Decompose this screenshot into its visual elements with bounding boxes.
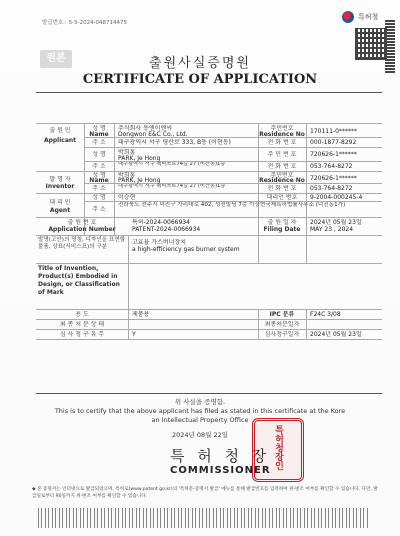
agent-name: 이승현 [118,194,136,201]
applicant-name-ko: 주식회사 동엔이엔씨 [118,125,173,132]
inventor-name-ko: 박희홍 [118,172,136,179]
applicant-tel: 000-1877-8292 [310,139,357,146]
certificate-table [36,92,382,394]
inventor-tel-label: 전 화 번 호 [267,185,297,192]
inventor-addr-label: 주 소 [92,185,106,192]
exam-label: 심 사 청 구 유 무 [59,331,105,338]
invention-title-ko: 고효율 가스버너장치 [132,239,187,246]
applicant-addr-label: 주 소 [92,139,106,146]
agent-section-ko: 대 리 인 [49,199,71,206]
issue-number: 발급번호 : 5-5-2024-048714475 [42,20,128,26]
applicant2-name-en: PARK, Je Hong [118,155,161,162]
statement-en-1: This is to certify that the above applicant has filed as stated in this certificate at the Kore [54,407,346,415]
applicant-addr: 대구광역시 서구 평산로 333, B동 (이현동) [118,139,231,146]
applicant-name-label-ko: 성 명 [92,125,106,132]
applicant-regno-label-ko: 주민번호 [270,125,294,132]
seal-text: 특허청장인 [273,425,283,470]
applicant-name-label-en: Name [89,131,109,138]
statement-ko: 위 사실을 증명함. [174,398,226,406]
inventor-name-label-ko: 성 명 [92,172,106,179]
kipo-logo-text: 특허청 [358,13,379,21]
application-no-label-ko: 출 원 번 호 [67,219,97,226]
bottom-barcode [38,508,368,528]
agent-code: 9-2004-000245-4 [310,194,363,201]
final-date-label: 최종처분일자 [264,321,300,328]
filing-date-label-ko: 출 원 일 자 [267,219,297,226]
invention-title-en: a high-efficiency gas burner system [132,246,240,253]
applicant-name-en: Dongwon E&C Co., Ltd. [118,131,188,138]
agent-addr: 전라북도 전주시 덕진구 가리대로 402, 성전빌딩 7층 이승현국제특허법률사무소 (덕진동1가) [118,202,346,208]
document-title-ko: 출원사실증명원 [149,56,251,71]
applicant-section-ko: 출 원 인 [49,127,71,134]
applicant2-regno-label: 주 민 번 호 [267,151,297,158]
official-seal [252,418,304,482]
agent-code-label: 대리인 번호 [266,194,298,201]
applicant2-regno: 720626-1****** [310,151,357,158]
applicant-regno-label-en: Residence No [259,131,305,138]
original-watermark: 원본 [40,50,72,68]
applicant2-name-ko: 박희홍 [118,149,136,156]
applicant-tel-label: 전 화 번 호 [267,139,297,146]
filing-date-ko: 2024년 05월 23일 [310,219,362,226]
applicant2-tel-label: 전 화 번 호 [267,163,297,170]
ipc-label: IPC 분류 [269,311,295,318]
filing-date-label-en: Filing Date [263,226,301,233]
kipo-emblem-icon [342,11,354,23]
applicant2-name-label: 성 명 [92,151,106,158]
inventor-regno-label-en: Residence No [259,177,305,184]
applicant-section-en: Applicant [43,137,77,144]
commissioner-title-ko: 특 허 청 장 [170,447,271,465]
application-no-en: PATENT-2024-0066934 [132,226,201,233]
use-value: 제품용 [132,311,150,318]
footnote: ◆ 본 증명서는 인터넷으로 발급되었으며, 특허로(www.patent.go.kr)의 '특허문-증명서 발급' 메뉴를 통해 발급번호를 입력하여 위·변조 여부를 확인할 수 있습니다. 다만, 발급일로부터 90일까지 위·변조 여부를 확인할 수 있습니다. [32,487,378,499]
agent-name-label: 성 명 [92,194,106,201]
applicant-regno: 170111-0****** [310,128,357,135]
use-label: 용 도 [75,311,89,318]
inventor-name-en: PARK, Je Hong [118,177,161,184]
commissioner-title-en: COMMISSIONER [170,465,271,476]
application-no-label-en: Application Number [48,226,116,233]
inventor-section-ko: 발 명 자 [49,176,71,183]
application-no-ko: 특허-2024-0066934 [132,219,190,226]
inventor-section-en: Inventor [45,183,75,190]
document-title-en: CERTIFICATE OF APPLICATION [82,72,318,87]
inventor-addr: 대구광역시 서구 팩비쓰로74길 27 (비산동)1층 [118,184,226,189]
exam-date-label: 심사청구일자 [264,331,300,338]
inventor-name-label-en: Name [89,177,109,184]
invention-label-ko: 발명(고안)의 명칭, 디자인을 표현할 물품, 상표(서비스표)의 구분 [38,237,126,250]
statement-en-2: an Intellectual Property Office [151,416,249,424]
applicant2-tel: 053-764-8272 [310,163,353,170]
ipc-value: F24C 3/08 [310,311,341,318]
filing-date-en: MAY 23 , 2024 [310,226,354,233]
applicant2-addr: 대구광역시 서구 팩비쓰로74길 27 (비산동)1층 [118,162,226,167]
inventor-tel: 053-764-8272 [310,185,353,192]
applicant2-addr-label: 주 소 [92,163,106,170]
final-state-label: 최 종 처 분 상 태 [59,321,105,328]
exam-value: Y [132,331,136,338]
exam-date: 2024년 05월 23일 [310,331,362,338]
inventor-regno-label-ko: 주민번호 [270,172,294,179]
agent-section-en: Agent [49,207,71,214]
invention-label-en: Title of Invention, Product(s) Embodied in Design, or Classification of Mark [38,265,120,296]
inventor-regno: 720626-1****** [310,175,357,182]
agent-addr-label: 주 소 [92,206,106,213]
issue-date: 2024년 08월 22일 [171,431,229,439]
